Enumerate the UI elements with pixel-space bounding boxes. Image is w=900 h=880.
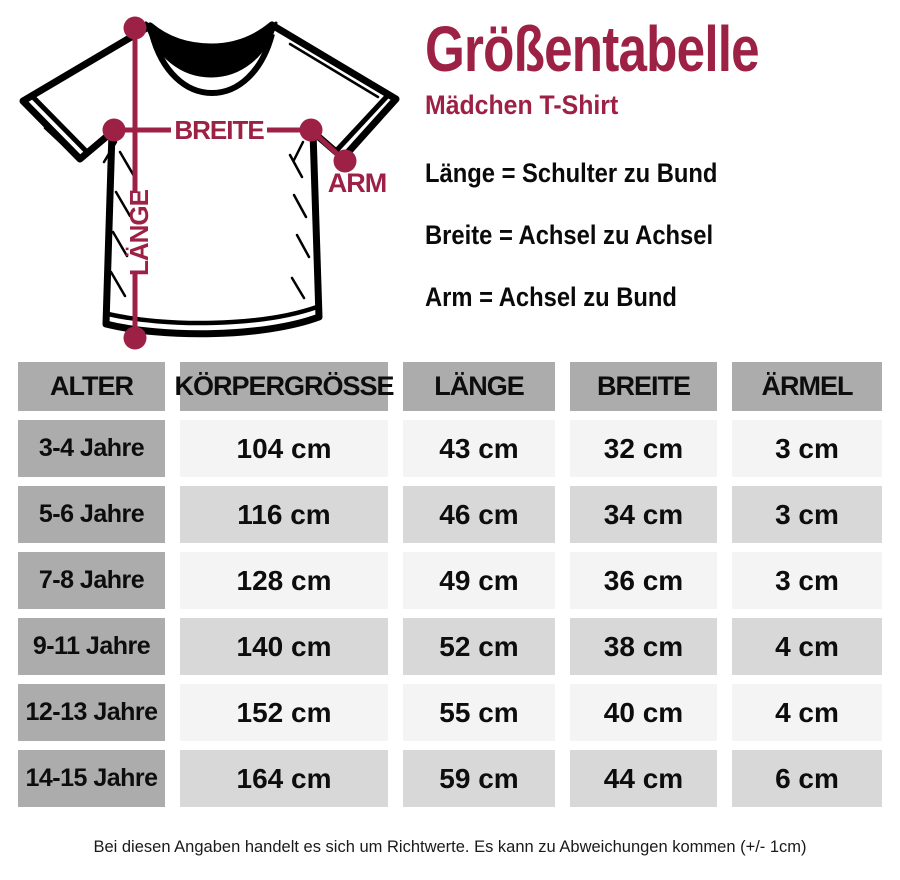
breite-label: BREITE bbox=[174, 115, 264, 145]
table-cell: 55 cm bbox=[403, 684, 555, 741]
column-header-aermel: ÄRMEL bbox=[732, 362, 882, 411]
column-header-breite: BREITE bbox=[570, 362, 717, 411]
column-header-koerpergroesse: KÖRPERGRÖSSE bbox=[180, 362, 388, 411]
table-cell: 116 cm bbox=[180, 486, 388, 543]
table-cell-age: 3-4 Jahre bbox=[18, 420, 165, 477]
measurement-definitions bbox=[425, 160, 757, 346]
table-cell: 6 cm bbox=[732, 750, 882, 807]
table-cell: 49 cm bbox=[403, 552, 555, 609]
page-title: Größentabelle bbox=[425, 13, 759, 85]
table-cell-age: 14-15 Jahre bbox=[18, 750, 165, 807]
measure-dot-hem bbox=[124, 327, 147, 350]
tolerance-note: Bei diesen Angaben handelt es sich um Richtwerte. Es kann zu Abweichungen kommen (+/- 1cm) bbox=[93, 838, 807, 856]
table-row bbox=[18, 750, 882, 807]
table-cell-age: 5-6 Jahre bbox=[18, 486, 165, 543]
table-cell: 140 cm bbox=[180, 618, 388, 675]
table-cell-age: 7-8 Jahre bbox=[18, 552, 165, 609]
definition-laenge: Länge = Schulter zu Bund bbox=[425, 158, 718, 188]
table-cell: 36 cm bbox=[570, 552, 717, 609]
arm-label: ARM bbox=[327, 168, 387, 198]
table-cell: 43 cm bbox=[403, 420, 555, 477]
column-header-alter: ALTER bbox=[18, 362, 165, 411]
table-cell: 104 cm bbox=[180, 420, 388, 477]
table-row bbox=[18, 552, 882, 609]
laenge-label: LÄNGE bbox=[124, 190, 154, 276]
table-cell: 59 cm bbox=[403, 750, 555, 807]
table-row bbox=[18, 420, 882, 477]
table-cell: 52 cm bbox=[403, 618, 555, 675]
table-cell: 152 cm bbox=[180, 684, 388, 741]
table-cell: 128 cm bbox=[180, 552, 388, 609]
size-table bbox=[18, 362, 882, 816]
table-cell: 164 cm bbox=[180, 750, 388, 807]
table-cell: 34 cm bbox=[570, 486, 717, 543]
table-row bbox=[18, 618, 882, 675]
measure-dot-armpit-left bbox=[103, 119, 126, 142]
table-cell: 38 cm bbox=[570, 618, 717, 675]
measure-dot-shoulder bbox=[124, 17, 147, 40]
table-cell: 3 cm bbox=[732, 486, 882, 543]
column-header-laenge: LÄNGE bbox=[403, 362, 555, 411]
table-header-row bbox=[18, 362, 882, 411]
definition-arm: Arm = Achsel zu Bund bbox=[425, 282, 677, 312]
table-cell: 3 cm bbox=[732, 552, 882, 609]
table-cell: 4 cm bbox=[732, 684, 882, 741]
table-cell: 40 cm bbox=[570, 684, 717, 741]
page-subtitle: Mädchen T-Shirt bbox=[425, 90, 619, 120]
table-cell: 46 cm bbox=[403, 486, 555, 543]
table-cell-age: 9-11 Jahre bbox=[18, 618, 165, 675]
measure-dot-armpit-right bbox=[300, 119, 323, 142]
table-cell-age: 12-13 Jahre bbox=[18, 684, 165, 741]
table-cell: 3 cm bbox=[732, 420, 882, 477]
table-row bbox=[18, 684, 882, 741]
table-cell: 4 cm bbox=[732, 618, 882, 675]
definition-breite: Breite = Achsel zu Achsel bbox=[425, 220, 714, 250]
table-cell: 44 cm bbox=[570, 750, 717, 807]
table-row bbox=[18, 486, 882, 543]
tshirt-diagram bbox=[0, 0, 420, 355]
table-cell: 32 cm bbox=[570, 420, 717, 477]
